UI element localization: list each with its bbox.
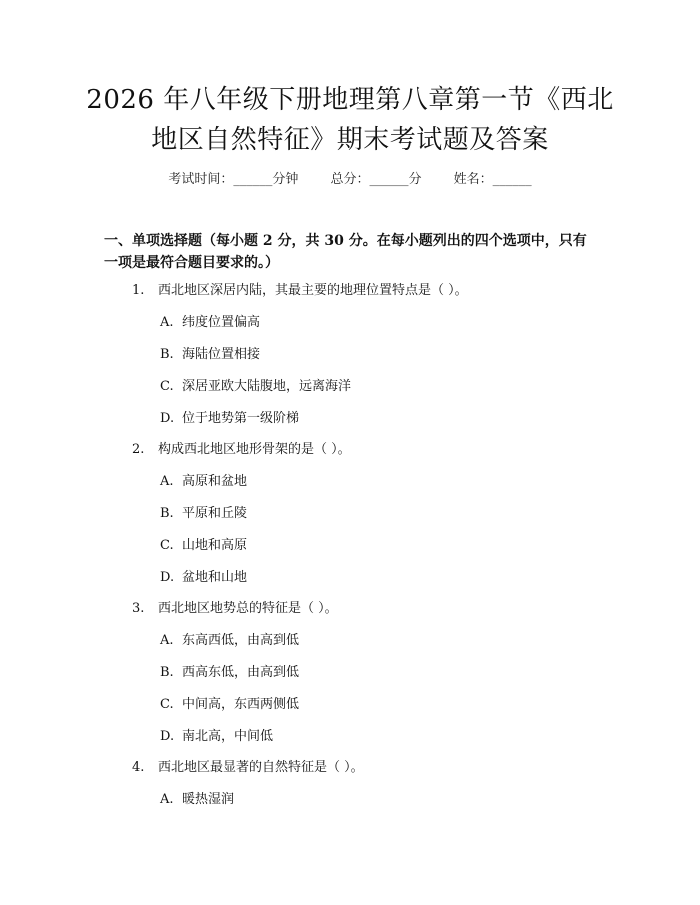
- time-label: 考试时间：: [168, 172, 234, 187]
- option-text: 南北高，中间低: [182, 729, 274, 744]
- question-3: [132, 600, 338, 618]
- time-blank: ______: [233, 172, 273, 187]
- option-text: 深居亚欧大陆腹地，远离海洋: [182, 379, 352, 394]
- option-text: 高原和盆地: [182, 474, 248, 489]
- question-number: 1.: [132, 283, 145, 298]
- option-1a: [160, 314, 260, 332]
- time-unit: 分钟: [272, 172, 299, 187]
- option-text: 山地和高原: [182, 538, 248, 553]
- option-text: 位于地势第一级阶梯: [182, 411, 300, 426]
- option-label: A.: [160, 792, 174, 807]
- option-2d: [160, 569, 247, 587]
- question-text: 西北地区最显著的自然特征是（ ）。: [158, 760, 364, 775]
- question-number: 3.: [132, 601, 145, 616]
- name-label: 姓名：: [453, 172, 493, 187]
- question-text: 构成西北地区地形骨架的是（ ）。: [158, 442, 351, 457]
- option-label: C.: [160, 538, 174, 553]
- exam-score: [330, 172, 421, 187]
- option-2c: [160, 537, 247, 555]
- exam-time: [168, 172, 298, 187]
- option-text: 东高西低，由高到低: [182, 633, 300, 648]
- option-3a: [160, 632, 299, 650]
- option-2b: [160, 505, 247, 523]
- question-text: 西北地区地势总的特征是（ ）。: [158, 601, 338, 616]
- section-heading: 一、单项选择题（每小题 2 分，共 30 分。在每小题列出的四个选项中，只有一项是最符合题目要求的。）: [104, 233, 587, 271]
- question-number: 4.: [132, 760, 145, 775]
- option-4a: [160, 791, 234, 809]
- option-label: A.: [160, 633, 174, 648]
- option-label: D.: [160, 570, 175, 585]
- option-label: C.: [160, 379, 174, 394]
- option-3c: [160, 696, 299, 714]
- option-label: D.: [160, 411, 175, 426]
- option-3b: [160, 664, 299, 682]
- option-label: A.: [160, 474, 174, 489]
- title-line-1: 2026 年八年级下册地理第八章第一节《西北: [86, 85, 614, 115]
- option-3d: [160, 728, 273, 746]
- option-label: B.: [160, 665, 174, 680]
- question-4: [132, 759, 364, 777]
- option-text: 盆地和山地: [182, 570, 248, 585]
- document-title: [60, 80, 640, 160]
- option-1d: [160, 410, 299, 428]
- option-1b: [160, 346, 260, 364]
- name-blank: ______: [492, 172, 532, 187]
- question-number: 2.: [132, 442, 145, 457]
- question-1: [132, 282, 468, 300]
- option-label: D.: [160, 729, 175, 744]
- option-text: 纬度位置偏高: [182, 315, 261, 330]
- title-line-2: 地区自然特征》期末考试题及答案: [151, 125, 549, 155]
- question-text: 西北地区深居内陆，其最主要的地理位置特点是（ ）。: [158, 283, 468, 298]
- score-unit: 分: [408, 172, 422, 187]
- option-text: 海陆位置相接: [182, 347, 261, 362]
- option-text: 平原和丘陵: [182, 506, 248, 521]
- score-label: 总分：: [330, 172, 370, 187]
- exam-name: [454, 172, 532, 187]
- option-label: B.: [160, 347, 174, 362]
- option-label: A.: [160, 315, 174, 330]
- option-text: 西高东低，由高到低: [182, 665, 300, 680]
- option-2a: [160, 473, 247, 491]
- option-text: 中间高，东西两侧低: [182, 697, 300, 712]
- option-1c: [160, 378, 351, 396]
- option-label: C.: [160, 697, 174, 712]
- question-2: [132, 441, 351, 459]
- option-text: 暖热湿润: [182, 792, 235, 807]
- exam-info-line: [0, 168, 700, 187]
- score-blank: ______: [369, 172, 409, 187]
- option-label: B.: [160, 506, 174, 521]
